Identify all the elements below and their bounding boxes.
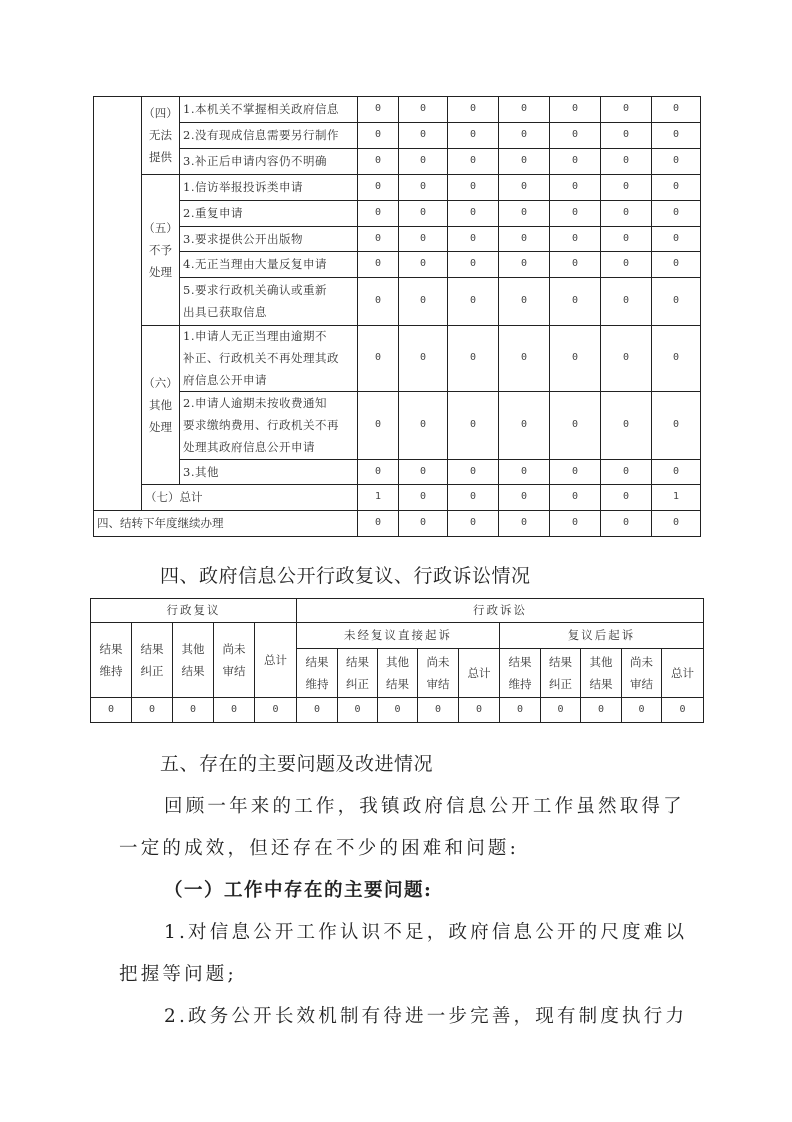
value-cell: 0	[557, 703, 564, 715]
value-cell: 0	[622, 258, 630, 269]
value-cell: 0	[374, 465, 382, 477]
row-label: 5.要求行政机关确认或重新 出具已获取信息	[183, 283, 327, 319]
value-cell: 0	[622, 295, 630, 306]
value-cell: 0	[672, 155, 680, 166]
value-cell: 0	[571, 155, 579, 166]
column-header: 尚未 审结	[426, 654, 450, 691]
value-cell: 0	[374, 232, 382, 244]
value-cell: 0	[622, 103, 630, 114]
after-review-suit-header: 复议后起诉	[567, 628, 636, 642]
value-cell: 0	[672, 232, 680, 244]
value-cell: 0	[419, 465, 427, 477]
value-cell: 0	[469, 352, 477, 363]
value-cell: 0	[354, 703, 361, 715]
value-cell: 0	[230, 703, 238, 715]
value-cell: 0	[679, 703, 686, 715]
total-value: 1	[374, 491, 382, 502]
value-cell: 0	[571, 419, 579, 430]
value-cell: 0	[469, 232, 477, 244]
value-cell: 0	[374, 352, 382, 363]
row-label: 2.申请人逾期未按收费通知 要求缴纳费用、行政机关不再 处理其政府信息公开申请	[183, 396, 339, 454]
value-cell: 0	[374, 103, 382, 114]
value-cell: 0	[597, 703, 605, 715]
value-cell: 0	[571, 232, 579, 244]
value-cell: 0	[374, 295, 382, 306]
value-cell: 0	[469, 295, 477, 306]
value-cell: 0	[571, 129, 579, 140]
value-cell: 0	[622, 419, 630, 430]
value-cell: 0	[622, 352, 630, 363]
table-rule	[90, 722, 704, 723]
value-cell: 0	[622, 181, 630, 192]
value-cell: 0	[672, 295, 680, 306]
value-cell: 0	[374, 181, 382, 192]
value-cell: 0	[622, 465, 630, 477]
column-header: 结果 纠正	[140, 641, 164, 678]
row-label: 1.申请人无正当理由逾期不 补正、行政机关不再处理其政 府信息公开申请	[183, 329, 339, 387]
column-header: 其他 结果	[181, 641, 205, 678]
value-cell: 0	[419, 155, 427, 166]
paragraph-line: 一定的成效，但还存在不少的困难和问题:	[119, 838, 520, 859]
paragraph-line: 1.对信息公开工作认识不足，政府信息公开的尺度难以	[164, 922, 688, 943]
value-cell: 0	[148, 703, 156, 715]
column-header: 结果 纠正	[549, 654, 572, 691]
value-cell: 0	[469, 419, 477, 430]
value-cell: 0	[419, 103, 427, 114]
carry-over-value: 0	[520, 517, 528, 528]
value-cell: 0	[622, 155, 630, 166]
total-value: 0	[419, 491, 427, 502]
column-header: 结果 维持	[305, 654, 329, 691]
value-cell: 0	[571, 295, 579, 306]
value-cell: 0	[469, 465, 477, 477]
value-cell: 0	[419, 181, 427, 192]
direct-suit-header: 未经复议直接起诉	[344, 628, 452, 642]
value-cell: 0	[622, 232, 630, 244]
value-cell: 0	[571, 352, 579, 363]
table-rule	[357, 96, 358, 537]
litigation-header: 行政诉讼	[473, 603, 527, 617]
value-cell: 0	[520, 155, 528, 166]
total-value: 0	[571, 491, 579, 502]
value-cell: 0	[475, 703, 483, 715]
value-cell: 0	[272, 703, 279, 715]
value-cell: 0	[520, 207, 528, 218]
column-header: 总计	[467, 665, 491, 680]
value-cell: 0	[520, 232, 528, 244]
table-rule	[398, 96, 399, 537]
column-header: 尚未 审结	[630, 654, 653, 691]
value-cell: 0	[571, 181, 579, 192]
table-rule	[93, 96, 94, 537]
value-cell: 0	[672, 465, 680, 477]
value-cell: 0	[419, 232, 427, 244]
value-cell: 0	[672, 207, 680, 218]
value-cell: 0	[469, 103, 477, 114]
value-cell: 0	[520, 352, 528, 363]
value-cell: 0	[419, 207, 427, 218]
table-rule	[703, 598, 704, 723]
value-cell: 0	[520, 258, 528, 269]
value-cell: 0	[419, 419, 427, 430]
column-header: 总计	[671, 665, 694, 680]
value-cell: 0	[374, 129, 382, 140]
value-cell: 0	[672, 258, 680, 269]
value-cell: 0	[374, 155, 382, 166]
row-label: 3.其他	[183, 464, 219, 479]
column-header: 结果 维持	[508, 654, 532, 691]
value-cell: 0	[571, 207, 579, 218]
row-label: 2.重复申请	[183, 206, 243, 220]
row-label: 3.补正后申请内容仍不明确	[183, 154, 327, 168]
table-rule	[700, 96, 701, 537]
value-cell: 0	[520, 129, 528, 140]
total-value: 0	[520, 491, 528, 502]
paragraph-line: 回顾一年来的工作，我镇政府信息公开工作虽然取得了	[164, 796, 685, 817]
paragraph-line: 把握等问题;	[119, 964, 237, 985]
group-label: （六） 其他 处理	[143, 375, 178, 434]
value-cell: 0	[672, 419, 680, 430]
value-cell: 0	[520, 419, 528, 430]
value-cell: 0	[313, 703, 321, 715]
table-rule	[93, 536, 701, 537]
value-cell: 0	[638, 703, 645, 715]
value-cell: 0	[419, 129, 427, 140]
column-header: 结果 纠正	[346, 654, 369, 691]
table-rule	[600, 96, 601, 537]
carry-over-value: 0	[672, 517, 680, 528]
row-label: 4.无正当理由大量反复申请	[183, 257, 327, 271]
value-cell: 0	[520, 181, 528, 192]
column-header: 结果 维持	[99, 641, 123, 678]
column-header: 总计	[264, 652, 287, 667]
value-cell: 0	[419, 295, 427, 306]
value-cell: 0	[469, 207, 477, 218]
value-cell: 0	[516, 703, 524, 715]
value-cell: 0	[469, 258, 477, 269]
row-label: 1.本机关不掌握相关政府信息	[183, 102, 339, 116]
value-cell: 0	[622, 129, 630, 140]
total-value: 1	[672, 491, 680, 502]
value-cell: 0	[434, 703, 442, 715]
review-header: 行政复议	[166, 603, 221, 617]
carry-over-value: 0	[469, 517, 477, 528]
value-cell: 0	[571, 465, 579, 477]
value-cell: 0	[189, 703, 197, 715]
row-label: 2.没有现成信息需要另行制作	[183, 128, 339, 142]
value-cell: 0	[520, 103, 528, 114]
total-label: （七）总计	[145, 490, 203, 504]
value-cell: 0	[374, 419, 382, 430]
subheading: （一）工作中存在的主要问题:	[164, 880, 433, 901]
total-value: 0	[622, 491, 630, 502]
value-cell: 0	[469, 129, 477, 140]
carry-over-label: 四、结转下年度继续办理	[97, 516, 224, 530]
value-cell: 0	[419, 352, 427, 363]
value-cell: 0	[520, 465, 528, 477]
value-cell: 0	[374, 207, 382, 218]
column-header: 其他 结果	[386, 654, 409, 691]
row-label: 3.要求提供公开出版物	[183, 231, 303, 246]
table-rule	[651, 96, 652, 537]
table-rule	[549, 96, 550, 537]
carry-over-value: 0	[571, 517, 579, 528]
table-rule	[498, 96, 499, 537]
value-cell: 0	[672, 103, 680, 114]
paragraph-line: 2.政务公开长效机制有待进一步完善，现有制度执行力	[164, 1006, 688, 1027]
column-header: 尚未 审结	[222, 641, 246, 678]
value-cell: 0	[394, 703, 401, 715]
value-cell: 0	[419, 258, 427, 269]
carry-over-value: 0	[622, 517, 630, 528]
value-cell: 0	[469, 155, 477, 166]
value-cell: 0	[107, 703, 115, 715]
value-cell: 0	[469, 181, 477, 192]
table-rule	[447, 96, 448, 537]
column-header: 其他 结果	[589, 654, 613, 691]
section5-title: 五、存在的主要问题及改进情况	[160, 753, 434, 775]
value-cell: 0	[520, 295, 528, 306]
value-cell: 0	[672, 129, 680, 140]
value-cell: 0	[672, 352, 680, 363]
carry-over-value: 0	[374, 517, 382, 528]
value-cell: 0	[571, 103, 579, 114]
row-label: 1.信访举报投诉类申请	[183, 180, 303, 194]
value-cell: 0	[622, 207, 630, 218]
group-label: （五） 不予 处理	[143, 220, 178, 279]
value-cell: 0	[672, 181, 680, 192]
value-cell: 0	[374, 258, 382, 269]
carry-over-value: 0	[419, 517, 427, 528]
group-label: （四） 无法 提供	[143, 106, 178, 164]
value-cell: 0	[571, 258, 579, 269]
total-value: 0	[469, 491, 477, 502]
section4-title: 四、政府信息公开行政复议、行政诉讼情况	[160, 565, 531, 587]
